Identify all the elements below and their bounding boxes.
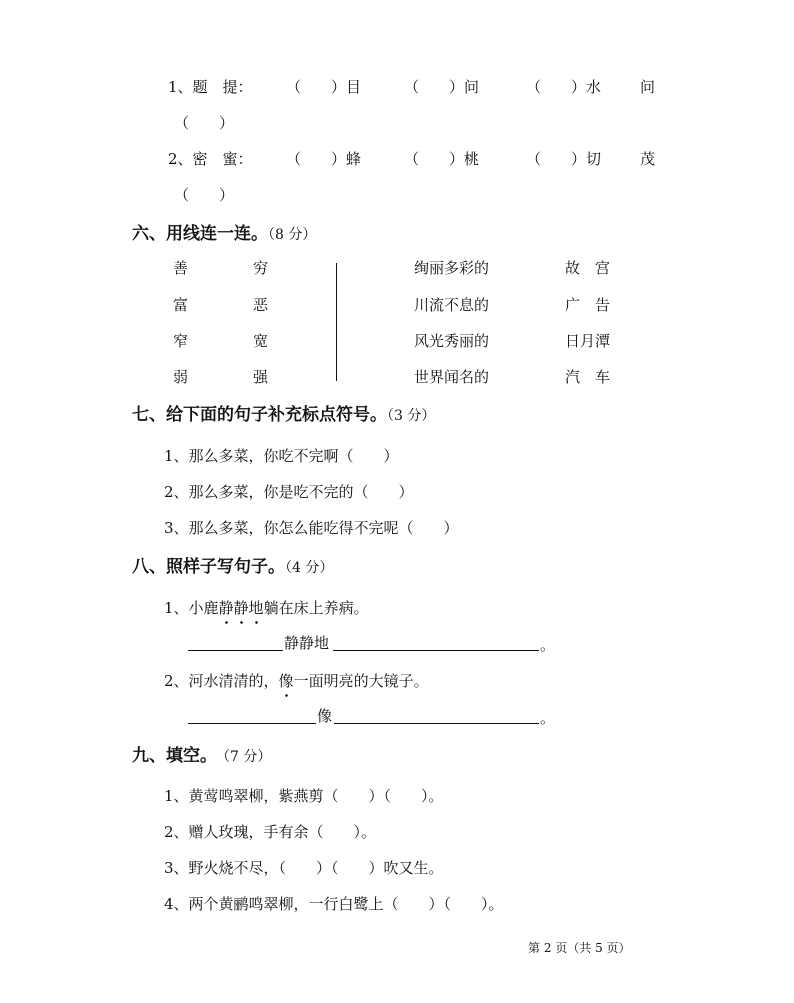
- answer-1-period: 。: [540, 636, 556, 654]
- match-right-b-1: 广 告: [565, 296, 611, 314]
- punct-item-2: 2、那么多菜，你是吃不完的（ ）: [164, 483, 414, 501]
- match-left-b-1: 恶: [253, 296, 269, 314]
- match-right-b-2: 日月潭: [565, 332, 611, 350]
- match-left-b-3: 强: [253, 368, 269, 386]
- answer-1-blank-left[interactable]: [188, 650, 283, 651]
- section-9-title: 九、填空。: [132, 746, 217, 766]
- punct-item-3: 3、那么多菜，你怎么能吃得不完呢（ ）: [164, 519, 459, 537]
- match-left-a-2: 窄: [173, 332, 189, 350]
- q2-blank-a: （ ）蜂: [286, 150, 362, 168]
- section-6-points: （8 分）: [268, 227, 317, 243]
- example-sentence-2: [164, 671, 429, 691]
- match-left-b-2: 宽: [253, 332, 269, 350]
- match-right-a-1: 川流不息的: [414, 296, 490, 314]
- punct-item-1: 1、那么多菜，你吃不完啊（ ）: [164, 447, 399, 465]
- match-divider: [336, 263, 337, 381]
- example-2-suffix: 一面明亮的大镜子。: [293, 672, 429, 690]
- q2-prefix: 2、密 蜜：: [168, 150, 253, 168]
- match-right-a-0: 绚丽多彩的: [414, 259, 490, 277]
- q1-blank-a: （ ）目: [286, 78, 362, 96]
- page-footer: 第 2 页（共 5 页）: [528, 941, 631, 955]
- section-8-points: （4 分）: [285, 560, 334, 576]
- q2-continuation: （ ）: [174, 186, 235, 204]
- match-right-a-2: 风光秀丽的: [414, 332, 490, 350]
- answer-2-word: 像: [317, 707, 333, 725]
- section-9-points: （7 分）: [223, 749, 272, 765]
- q2-blank-d: 茂: [640, 150, 656, 168]
- example-2-prefix: 2、河水清清的，: [164, 672, 279, 690]
- q1-prefix: 1、题 提：: [168, 78, 253, 96]
- q2-blank-b: （ ）桃: [404, 150, 480, 168]
- example-1-emphasis: 静静地: [218, 599, 264, 617]
- answer-1-word: 静静地: [284, 634, 330, 652]
- q1-continuation: （ ）: [174, 114, 235, 132]
- q1-blank-b: （ ）问: [404, 78, 480, 96]
- q1-blank-d: 问: [640, 78, 656, 96]
- section-8-heading: [132, 557, 333, 578]
- fill-item-2: 2、赠人玫瑰，手有余（ ）。: [164, 823, 377, 841]
- example-sentence-1: [164, 598, 369, 618]
- fill-item-4: 4、两个黄鹂鸣翠柳，一行白鹭上（ ）（ ）。: [164, 895, 504, 913]
- match-right-b-3: 汽 车: [565, 368, 611, 386]
- match-left-a-3: 弱: [173, 368, 189, 386]
- match-left-b-0: 穷: [253, 259, 269, 277]
- q2-blank-c: （ ）切: [526, 150, 602, 168]
- answer-2-blank-left[interactable]: [188, 723, 316, 724]
- match-left-a-1: 富: [173, 296, 189, 314]
- q1-blank-c: （ ）水: [526, 78, 602, 96]
- section-7-title: 七、给下面的句子补充标点符号。: [132, 405, 387, 425]
- example-1-suffix: 躺在床上养病。: [263, 599, 369, 617]
- example-2-emphasis: 像: [278, 672, 294, 690]
- match-right-b-0: 故 宫: [565, 259, 611, 277]
- fill-item-1: 1、黄莺鸣翠柳，紫燕剪（ ）（ ）。: [164, 787, 444, 805]
- answer-1-blank-right[interactable]: [333, 650, 539, 651]
- section-6-title: 六、用线连一连。: [132, 224, 268, 244]
- match-left-a-0: 善: [173, 259, 189, 277]
- section-7-points: （3 分）: [387, 408, 436, 424]
- example-1-prefix: 1、小鹿: [164, 599, 219, 617]
- answer-2-blank-right[interactable]: [334, 723, 539, 724]
- answer-2-period: 。: [540, 709, 556, 727]
- section-7-heading: [132, 405, 435, 426]
- section-6-heading: [132, 224, 316, 245]
- fill-item-3: 3、野火烧不尽，（ ）（ ）吹又生。: [164, 859, 444, 877]
- section-8-title: 八、照样子写句子。: [132, 557, 285, 577]
- section-9-heading: [132, 746, 271, 767]
- match-right-a-3: 世界闻名的: [414, 368, 490, 386]
